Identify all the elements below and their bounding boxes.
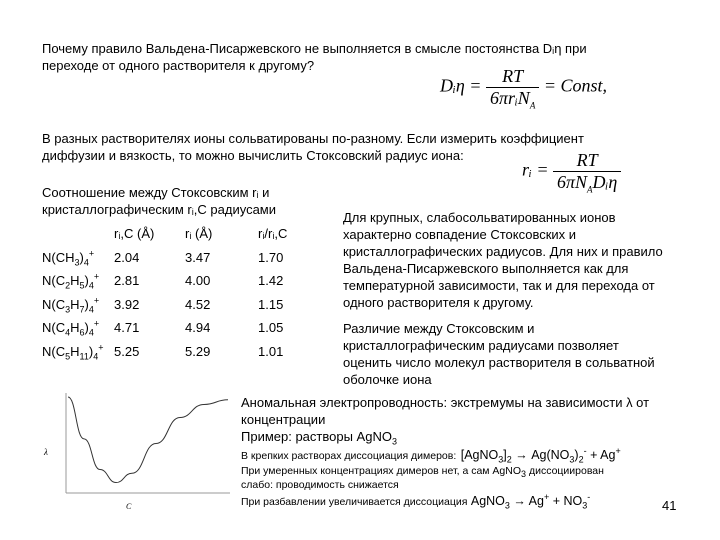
ion-tail: ) (84, 320, 89, 336)
radius-table-grid (42, 222, 308, 363)
eq-sub: 3 (569, 454, 575, 465)
eq-part: ) (574, 448, 579, 462)
right2-line: оценить число молекул растворителя в сольватной (343, 355, 655, 370)
ion-sub-mid: 6 (79, 327, 85, 338)
ion-sub: 5 (65, 351, 71, 362)
eq-sup: + (615, 445, 621, 456)
value-ri: 3.47 (185, 249, 211, 265)
ion-sub-mid: 5 (79, 280, 85, 291)
eq-sub: 3 (504, 500, 510, 511)
ion-charge: + (88, 248, 95, 259)
ion-sub: 3 (74, 257, 80, 268)
note1-equation (460, 445, 621, 465)
question-line-2: переходе от одного растворителя к другому? (42, 58, 315, 73)
ratio-title (42, 184, 322, 218)
right2-line: кристаллографическим радиусами позволяет (343, 338, 619, 353)
ion-sub2: 4 (88, 327, 94, 338)
eq-part: → Ag (509, 494, 544, 508)
value-ri: 4.00 (185, 273, 211, 289)
right2-line: Различие между Стоксовским и (343, 321, 535, 336)
formula-stokes-radius (522, 150, 621, 193)
eq-part: [AgNO (460, 448, 499, 462)
value-ri: 5.29 (185, 343, 211, 359)
ion-sub2: 4 (93, 351, 99, 362)
formula1-numerator: RT (486, 66, 539, 88)
ion-charge: + (93, 295, 100, 306)
note-dilution (241, 492, 711, 510)
ion-sub: 3 (65, 304, 71, 315)
para2-line-2: диффузии и вязкость, то можно вычислить Стоксовский радиус иона: (42, 148, 464, 163)
note1-small: В крепких растворах диссоциация димеров: (241, 450, 457, 462)
table-row (42, 293, 308, 317)
right1-line: кристаллографических радиусов. Для них и правило (343, 244, 663, 259)
value-ratio: 1.42 (258, 273, 284, 289)
eq-sub: 3 (582, 500, 588, 511)
formula1-fraction (486, 66, 539, 109)
note2-tail: диссоциирован (526, 465, 604, 477)
anomaly-example: Пример: растворы AgNO (241, 429, 392, 444)
radius-table (42, 222, 308, 363)
value-rc: 4.71 (114, 320, 140, 336)
value-ri: 4.52 (185, 296, 211, 312)
ion-base: N(CH (42, 249, 75, 265)
large-ions-paragraph (343, 209, 703, 311)
ion-formula (42, 293, 114, 317)
note4-small: При разбавлении увеличивается диссоциация (241, 496, 468, 508)
eq-sup: - (583, 445, 587, 456)
ratio-title-line-1: Соотношение между Стоксовским rᵢ и (42, 185, 270, 200)
ion-base: N(C (42, 320, 66, 336)
formula-walden (440, 66, 607, 109)
ion-base: N(C (42, 296, 66, 312)
formula1-den-sub: A (529, 100, 536, 111)
ion-sub: 2 (65, 280, 71, 291)
ion-tail: ) (84, 273, 89, 289)
ion-charge: + (98, 342, 104, 353)
table-header-row (42, 222, 308, 246)
table-row (42, 246, 308, 270)
eq-part: + NO (549, 494, 583, 508)
ion-sub-mid: 7 (79, 304, 85, 315)
eq-sub: 2 (578, 454, 584, 465)
table-header-ri: rᵢ (Å) (185, 226, 213, 242)
note2-sub: 3 (521, 469, 527, 480)
conductivity-graph (38, 385, 238, 520)
ion-base: N(C (42, 273, 66, 289)
ion-sub-mid: 11 (79, 351, 89, 362)
table-header-rc: rᵢ,C (Å) (114, 226, 155, 242)
anomaly-example-sub: 3 (391, 436, 397, 447)
page-number: 41 (662, 498, 677, 513)
dissociation-notes (241, 446, 711, 510)
ion-mid: H (70, 296, 80, 312)
formula2-den-text: 6πN (557, 172, 588, 192)
ion-tail: ) (88, 343, 94, 359)
eq-part: + Ag (586, 448, 616, 462)
anomaly-line-3 (241, 428, 711, 445)
anomaly-paragraph (241, 394, 711, 445)
value-rc: 3.92 (114, 296, 140, 312)
ion-mid: H (70, 273, 80, 289)
table-row (42, 316, 308, 340)
value-ri: 4.94 (185, 320, 211, 336)
ion-formula (42, 316, 114, 340)
table-header-ratio: rᵢ/rᵢ,C (258, 226, 288, 242)
anomaly-line-2: концентрации (241, 412, 326, 427)
ion-formula (42, 269, 114, 293)
formula1-lhs: Dᵢη = (440, 75, 482, 96)
formula2-den-tail: Dᵢη (592, 172, 618, 192)
value-ratio: 1.01 (258, 343, 284, 359)
ratio-title-line-2: кристаллографическим rᵢ,C радиусами (42, 202, 276, 217)
formula2-fraction (553, 150, 621, 193)
table-header-ion (42, 222, 114, 246)
graph-y-label: λ (44, 447, 48, 457)
value-ratio: 1.70 (258, 249, 284, 265)
question-line-1: Почему правило Вальдена-Писаржевского не выполняется в смысле постоянства Dᵢη при (42, 41, 587, 56)
right1-line: одного растворителя к другому. (343, 295, 534, 310)
eq-sup: - (587, 491, 591, 502)
right1-line: Вальдена-Писаржевского выполняется как для (343, 261, 629, 276)
formula1-denominator (486, 88, 539, 109)
formula2-lhs: rᵢ = (522, 159, 549, 180)
right1-line: температурной зависимости, так и для перехода от (343, 278, 655, 293)
eq-sup: + (543, 491, 550, 502)
ion-sub2: 4 (88, 304, 94, 315)
ion-formula (42, 246, 114, 270)
right1-line: характерно совпадение Стоксовских и (343, 227, 577, 242)
anomaly-line-1: Аномальная электропроводность: экстремумы на зависимости λ от (241, 395, 650, 410)
formula2-numerator: RT (553, 150, 621, 172)
eq-part: → Ag(NO (511, 448, 570, 462)
note-moderate (241, 464, 711, 478)
value-ratio: 1.05 (258, 320, 284, 336)
value-ratio: 1.15 (258, 296, 284, 312)
ion-mid: H (70, 343, 80, 359)
note4-equation (467, 491, 591, 511)
eq-sub: 3 (498, 454, 504, 465)
ion-charge: + (93, 271, 100, 282)
ion-tail: ) (84, 296, 89, 312)
value-rc: 2.04 (114, 249, 140, 265)
radius-difference-paragraph (343, 320, 703, 388)
eq-sub: 2 (506, 454, 512, 465)
ion-tail: ) (79, 249, 84, 265)
value-rc: 5.25 (114, 343, 140, 359)
para2-line-1: В разных растворителях ионы сольватированы по-разному. Если измерить коэффициент (42, 131, 584, 146)
graph-curve (68, 397, 228, 483)
ion-mid: H (70, 320, 80, 336)
note-strong-solutions (241, 446, 711, 464)
eq-part: ] (503, 448, 507, 462)
note2-text: При умеренных концентрациях димеров нет, а сам AgNO (241, 465, 522, 477)
table-row (42, 269, 308, 293)
graph-x-label: C (126, 502, 132, 511)
formula2-den-sub: A (587, 184, 593, 195)
ion-charge: + (93, 318, 100, 329)
note-weak: слабо: проводимость снижается (241, 479, 399, 491)
right1-line: Для крупных, слабосольватированных ионов (343, 210, 616, 225)
table-row (42, 340, 308, 364)
eq-part: AgNO (467, 494, 505, 508)
value-rc: 2.81 (114, 273, 140, 289)
ion-sub: 4 (65, 327, 71, 338)
ion-base: N(C (42, 343, 66, 359)
ion-sub2: 4 (88, 280, 94, 291)
right2-line: оболочке иона (343, 372, 432, 387)
formula1-den-text: 6πrᵢN (489, 88, 530, 108)
ion-formula (42, 340, 114, 364)
formula2-denominator (553, 172, 621, 193)
ion-sub2: 4 (83, 257, 89, 268)
formula1-rhs: = Const, (543, 75, 607, 96)
